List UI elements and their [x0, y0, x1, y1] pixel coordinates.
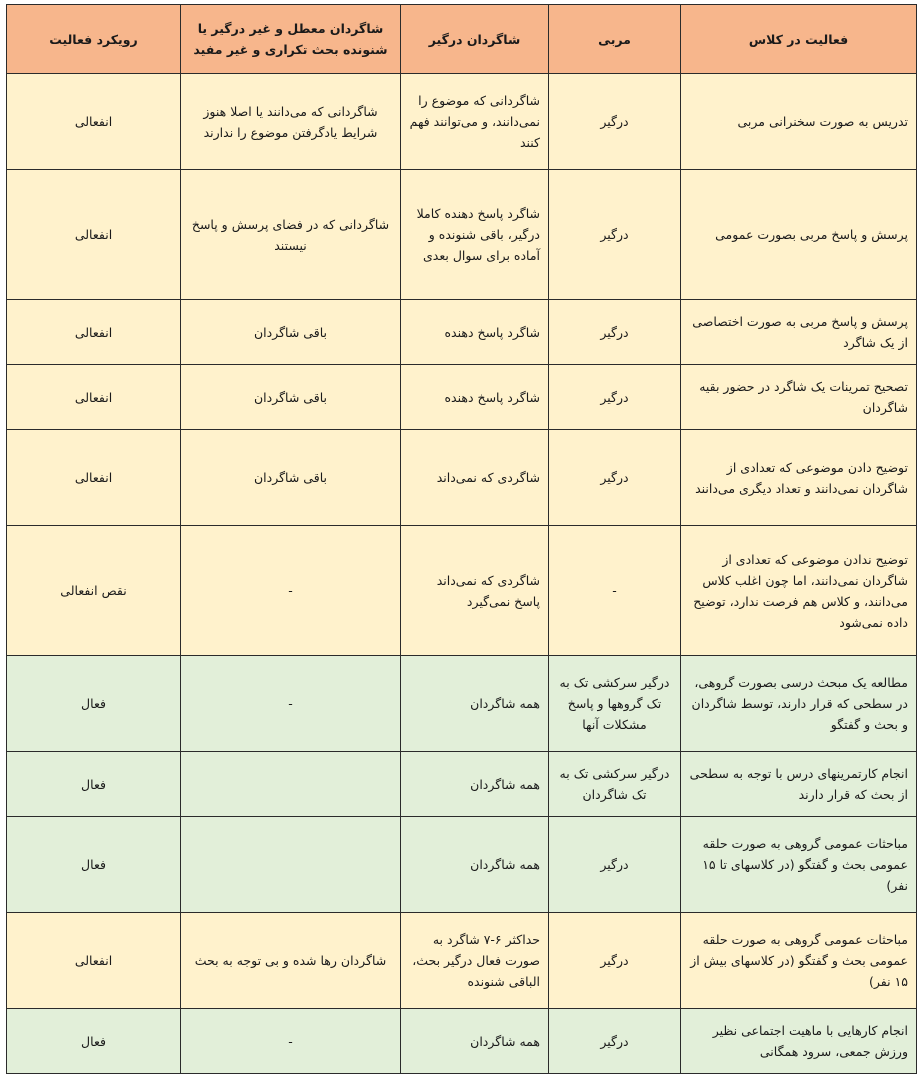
cell-involved: همه شاگردان	[401, 656, 549, 752]
cell-approach: انفعالی	[7, 170, 181, 300]
cell-idle: شاگردان رها شده و بی توجه به بحث	[181, 913, 401, 1009]
table-row	[7, 656, 917, 752]
cell-approach: فعال	[7, 1009, 181, 1074]
cell-involved: شاگرد پاسخ دهنده کاملا درگیر، باقی شنونده و آماده برای سوال بعدی	[401, 170, 549, 300]
cell-idle	[181, 817, 401, 913]
cell-activity: انجام کارتمرینهای درس با توجه به سطحی از بحث که قرار دارند	[681, 752, 917, 817]
cell-activity: مباحثات عمومی گروهی به صورت حلقه عمومی بحث و گفتگو (در کلاسهای تا ۱۵ نفر)	[681, 817, 917, 913]
cell-involved: شاگرد پاسخ دهنده	[401, 300, 549, 365]
cell-idle: باقی شاگردان	[181, 365, 401, 430]
header-idle: شاگردان معطل و غیر درگیر یا شنونده بحث تکراری و غیر مفید	[181, 5, 401, 74]
cell-involved: شاگردانی که موضوع را نمی‌دانند، و می‌توانند فهم کنند	[401, 74, 549, 170]
table-row	[7, 913, 917, 1009]
cell-involved: همه شاگردان	[401, 752, 549, 817]
activity-table	[6, 4, 917, 1074]
header-approach: رویکرد فعالیت	[7, 5, 181, 74]
cell-activity: مباحثات عمومی گروهی به صورت حلقه عمومی بحث و گفتگو (در کلاسهای بیش از ۱۵ نفر)	[681, 913, 917, 1009]
cell-involved: همه شاگردان	[401, 817, 549, 913]
cell-activity: مطالعه یک مبحث درسی بصورت گروهی، در سطحی که قرار دارند، توسط شاگردان و بحث و گفتگو	[681, 656, 917, 752]
cell-involved: شاگرد پاسخ دهنده	[401, 365, 549, 430]
table-row	[7, 430, 917, 526]
cell-activity: انجام کارهایی با ماهیت اجتماعی نظیر ورزش جمعی، سرود همگانی	[681, 1009, 917, 1074]
cell-approach: فعال	[7, 817, 181, 913]
table-row	[7, 1009, 917, 1074]
cell-approach: انفعالی	[7, 430, 181, 526]
table-row	[7, 817, 917, 913]
table-row	[7, 365, 917, 430]
cell-idle: شاگردانی که می‌دانند یا اصلا هنوز شرایط یادگرفتن موضوع را ندارند	[181, 74, 401, 170]
cell-activity: تدریس به صورت سخنرانی مربی	[681, 74, 917, 170]
cell-coach: -	[549, 526, 681, 656]
cell-coach: درگیر	[549, 365, 681, 430]
cell-idle: باقی شاگردان	[181, 430, 401, 526]
table-row	[7, 300, 917, 365]
cell-coach: درگیر سرکشی تک به تک گروهها و پاسخ مشکلات آنها	[549, 656, 681, 752]
table-row	[7, 752, 917, 817]
cell-approach: انفعالی	[7, 365, 181, 430]
table-row	[7, 526, 917, 656]
table-row	[7, 170, 917, 300]
cell-coach: درگیر	[549, 170, 681, 300]
table-row	[7, 74, 917, 170]
cell-coach: درگیر	[549, 817, 681, 913]
header-involved: شاگردان درگیر	[401, 5, 549, 74]
cell-activity: توضیح ندادن موضوعی که تعدادی از شاگردان نمی‌دانند، اما چون اغلب کلاس می‌دانند، و کلاس هم فرصت ندارد، توضیح داده نمی‌شود	[681, 526, 917, 656]
cell-coach: درگیر	[549, 74, 681, 170]
header-coach: مربی	[549, 5, 681, 74]
cell-involved: حداکثر ۶-۷ شاگرد به صورت فعال درگیر بحث، الباقی شنونده	[401, 913, 549, 1009]
cell-coach: درگیر	[549, 300, 681, 365]
cell-involved: شاگردی که نمی‌داند	[401, 430, 549, 526]
cell-approach: انفعالی	[7, 913, 181, 1009]
cell-idle: -	[181, 656, 401, 752]
table-body	[7, 74, 917, 1074]
cell-approach: انفعالی	[7, 300, 181, 365]
cell-activity: پرسش و پاسخ مربی به صورت اختصاصی از یک شاگرد	[681, 300, 917, 365]
cell-approach: فعال	[7, 752, 181, 817]
cell-idle: شاگردانی که در فضای پرسش و پاسخ نیستند	[181, 170, 401, 300]
cell-activity: توضیح دادن موضوعی که تعدادی از شاگردان نمی‌دانند و تعداد دیگری می‌دانند	[681, 430, 917, 526]
cell-idle	[181, 752, 401, 817]
cell-coach: درگیر	[549, 430, 681, 526]
cell-involved: همه شاگردان	[401, 1009, 549, 1074]
cell-approach: انفعالی	[7, 74, 181, 170]
cell-activity: تصحیح تمرینات یک شاگرد در حضور بقیه شاگردان	[681, 365, 917, 430]
cell-coach: درگیر	[549, 1009, 681, 1074]
cell-idle: -	[181, 1009, 401, 1074]
cell-involved: شاگردی که نمی‌داند پاسخ نمی‌گیرد	[401, 526, 549, 656]
activity-table-container	[6, 4, 916, 1074]
cell-activity: پرسش و پاسخ مربی بصورت عمومی	[681, 170, 917, 300]
cell-idle: باقی شاگردان	[181, 300, 401, 365]
table-header-row	[7, 5, 917, 74]
cell-coach: درگیر	[549, 913, 681, 1009]
cell-approach: نقص انفعالی	[7, 526, 181, 656]
cell-approach: فعال	[7, 656, 181, 752]
cell-coach: درگیر سرکشی تک به تک شاگردان	[549, 752, 681, 817]
header-activity: فعالیت در کلاس	[681, 5, 917, 74]
cell-idle: -	[181, 526, 401, 656]
